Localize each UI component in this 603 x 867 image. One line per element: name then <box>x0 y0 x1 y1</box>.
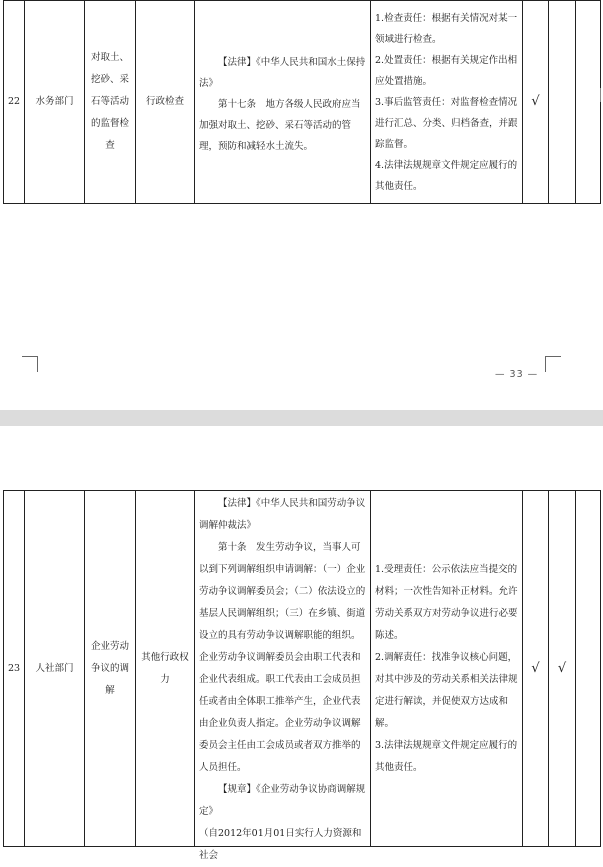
basis-body: 第十条 发生劳动争议，当事人可以到下列调解组织申请调解：（一）企业劳动争议调解委员会；（二）依法设立的基层人民调解组织；（三）在乡镇、街道设立的具有劳动争议调解职能的组织。企业劳动争议调解委员会由职工代表和企业代表组成。职工代表由工会成员担任或者由全体职工推举产生，企业代表由企业负责人指定。企业劳动争议调解委员会主任由工会成员或者双方推举的人员担任。 <box>199 542 366 773</box>
responsibility-item: 2.调解责任：找准争议核心问题，对其中涉及的劳动关系相关法律规定进行解读，并促使双方达成和解。 <box>375 651 518 729</box>
responsibility-item: 3.法律法规规章文件规定应履行的其他责任。 <box>375 739 518 773</box>
item-name: 企业劳动争议的调解 <box>90 640 129 696</box>
check-mark: √ <box>531 94 540 109</box>
check-cell <box>522 1 548 203</box>
basis-body: （自2012年01月01日实行人力资源和社会 <box>199 828 362 861</box>
row-number-cell <box>4 1 24 203</box>
check-mark: √ <box>557 660 567 676</box>
category: 行政检查 <box>145 96 184 107</box>
crop-mark-right <box>545 356 561 372</box>
check-mark: √ <box>531 660 540 676</box>
page-number: — 33 — <box>495 369 539 380</box>
check-cell <box>575 491 600 846</box>
check-cell <box>548 491 575 846</box>
department-cell <box>24 491 84 846</box>
basis-title: 【法律】《中华人民共和国劳动争议调解仲裁法》 <box>199 498 366 531</box>
responsibility-cell <box>370 1 522 203</box>
basis-title: 【规章】《企业劳动争议协商调解规定》 <box>199 784 366 817</box>
basis-cell <box>194 1 370 203</box>
basis-title: 【法律】《中华人民共和国水土保持法》 <box>199 56 366 89</box>
check-cell <box>548 1 575 203</box>
basis-cell <box>194 491 370 861</box>
department: 水务部门 <box>35 96 74 107</box>
responsibility-item: 3.事后监管责任：对监督检查情况进行汇总、分类、归档备查，并跟踪监督。 <box>375 96 518 150</box>
category: 其他行政权力 <box>141 651 189 685</box>
responsibility-item: 1.检查责任：根据有关情况对某一领域进行检查。 <box>375 12 518 45</box>
table-row <box>3 490 601 861</box>
responsibility-item: 4.法律法规规章文件规定应履行的其他责任。 <box>375 159 518 192</box>
department: 人社部门 <box>35 662 74 674</box>
row-number: 23 <box>7 662 21 674</box>
check-cell <box>575 1 600 203</box>
document-page-34 <box>0 426 603 861</box>
item-name: 对取土、挖砂、采石等活动的监督检查 <box>90 52 129 151</box>
item-cell <box>84 491 135 846</box>
responsibility-item: 2.处置责任：根据有关规定作出相应处置措施。 <box>375 54 518 87</box>
responsibility-item: 1.受理责任：公示依法应当提交的材料；一次性告知补正材料。允许劳动关系双方对劳动争议进行必要陈述。 <box>375 563 518 641</box>
row-number: 22 <box>7 96 21 107</box>
category-cell <box>135 491 194 846</box>
page-gap <box>0 410 603 426</box>
document-page-33 <box>0 0 603 410</box>
item-cell <box>84 1 135 203</box>
crop-mark-left <box>22 356 38 372</box>
row-number-cell <box>4 491 24 846</box>
department-cell <box>24 1 84 203</box>
responsibility-cell <box>370 491 522 846</box>
table-row <box>3 0 601 204</box>
basis-body: 第十七条 地方各级人民政府应当加强对取土、挖砂、采石等活动的管理，预防和减轻水土流失。 <box>199 98 361 152</box>
check-cell <box>522 491 548 846</box>
category-cell <box>135 1 194 203</box>
